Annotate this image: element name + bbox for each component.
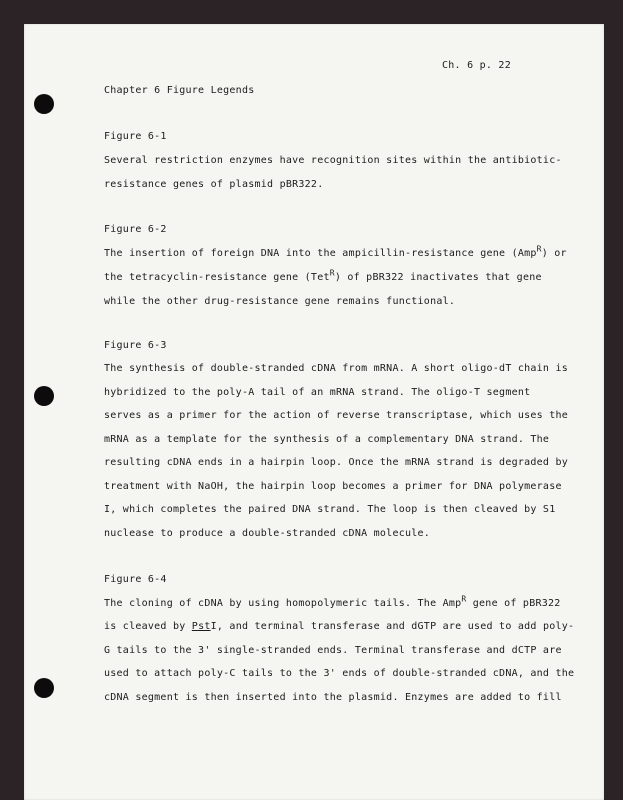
chapter-title: Chapter 6 Figure Legends [104,85,255,96]
document-page [24,24,604,800]
legend-line: The insertion of foreign DNA into the ampicillin-resistance gene (Amp$^R$) or [104,244,567,259]
legend-line: hybridized to the poly-A tail of an mRNA strand. The oligo-T segment [104,387,531,398]
figure-6-1-heading: Figure 6-1 [104,131,167,142]
legend-line: The synthesis of double-stranded cDNA from mRNA. A short oligo-dT chain is [104,363,569,374]
legend-line: mRNA as a template for the synthesis of a complementary DNA strand. The [104,434,550,445]
legend-line: Several restriction enzymes have recognition sites within the antibiotic- [104,155,562,166]
legend-line: the tetracyclin-resistance gene (Tet$^R$) of pBR322 inactivates that gene [104,268,542,283]
legend-line: resulting cDNA ends in a hairpin loop. Once the mRNA strand is degraded by [104,457,569,468]
legend-line: The cloning of cDNA by using homopolymeric tails. The Amp$^R$ gene of pBR322 [104,594,561,609]
binder-hole-top [34,94,54,114]
legend-line: used to attach poly-C tails to the 3' ends of double-stranded cDNA, and the [104,668,575,679]
legend-line: while the other drug-resistance gene remains functional. [104,296,456,307]
legend-line: nuclease to produce a double-stranded cDNA molecule. [104,528,431,539]
legend-line: is cleaved by PstI, and terminal transferase and dGTP are used to add poly- [104,621,575,632]
legend-line: I, which completes the paired DNA strand. The loop is then cleaved by S1 [104,504,556,515]
legend-line: resistance genes of plasmid pBR322. [104,179,324,190]
figure-6-4-heading: Figure 6-4 [104,574,167,585]
binder-hole-bottom [34,678,54,698]
binder-hole-middle [34,386,54,406]
figure-6-3-heading: Figure 6-3 [104,340,167,351]
legend-line: serves as a primer for the action of reverse transcriptase, which uses the [104,410,569,421]
legend-line: G tails to the 3' single-stranded ends. Terminal transferase and dCTP are [104,645,562,656]
figure-6-2-heading: Figure 6-2 [104,224,167,235]
page-header: Ch. 6 p. 22 [442,60,511,71]
legend-line: treatment with NaOH, the hairpin loop becomes a primer for DNA polymerase [104,481,562,492]
legend-line: cDNA segment is then inserted into the plasmid. Enzymes are added to fill [104,692,562,703]
